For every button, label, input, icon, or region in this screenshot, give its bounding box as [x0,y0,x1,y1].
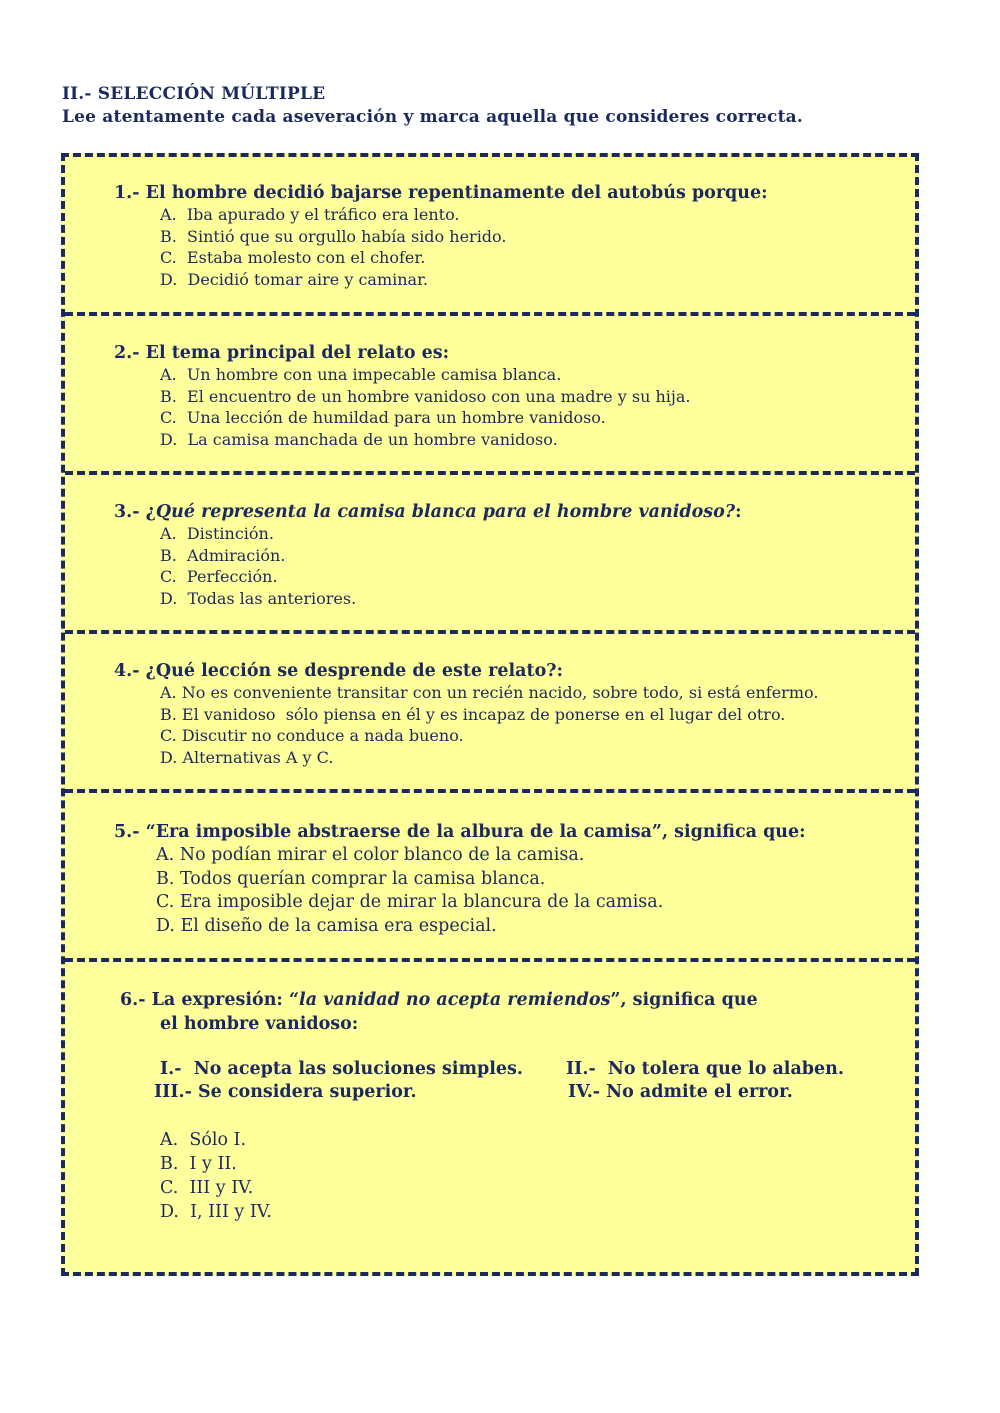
question-6-option-b[interactable]: B. I y II. [160,1154,237,1174]
question-6-option-a[interactable]: A. Sólo I. [160,1130,247,1150]
question-5-title: 5.- “Era imposible abstraerse de la albura de la camisa”, significa que: [114,822,806,842]
question-3-option-d[interactable]: D. Todas las anteriores. [160,588,357,608]
question-3-option-a[interactable]: A. Distinción. [160,524,274,543]
question-3-title-prefix: 3.- ¿ [114,502,156,522]
question-2-option-d[interactable]: D. La camisa manchada de un hombre vanidoso. [160,429,558,449]
question-4 [114,660,818,768]
question-5-option-a[interactable]: A. No podían mirar el color blanco de la camisa. [156,845,585,865]
question-2-option-b[interactable]: B. El encuentro de un hombre vanidoso con una madre y su hija. [160,386,691,406]
question-4-option-b[interactable]: B. El vanidoso sólo piensa en él y es incapaz de ponerse en el lugar del otro. [160,704,786,724]
question-2 [114,342,690,450]
question-5-option-d[interactable]: D. El diseño de la camisa era especial. [156,915,497,936]
question-2-option-a[interactable]: A. Un hombre con una impecable camisa blanca. [160,365,562,384]
statement-1: I.- No acepta las soluciones simples. [160,1059,523,1079]
question-2-option-c[interactable]: C. Una lección de humildad para un hombre vanidoso. [160,408,606,427]
question-6 [120,989,844,1224]
section-title: II.- SELECCIÓN MÚLTIPLE [62,84,326,104]
question-4-title: 4.- ¿Qué lección se desprende de este relato?: [114,661,563,681]
section-header [62,83,803,129]
separator-4 [65,789,915,793]
separator-5 [65,958,915,962]
question-6-statements [120,1058,844,1106]
question-3-title [114,501,742,523]
question-3 [114,501,742,609]
question-4-option-c[interactable]: C. Discutir no conduce a nada bueno. [160,726,464,745]
question-5 [114,821,806,938]
question-2-title: 2.- El tema principal del relato es: [114,343,450,363]
statement-2: II.- No tolera que lo alaben. [566,1059,844,1079]
question-1-option-a[interactable]: A. Iba apurado y el tráfico era lento. [160,205,460,224]
question-1-option-b[interactable]: B. Sintió que su orgullo había sido herido. [160,226,507,246]
question-6-title-prefix: 6.- La expresión: “ [120,990,300,1010]
question-4-option-d[interactable]: D. Alternativas A y C. [160,747,334,767]
separator-2 [65,471,915,475]
question-1-option-d[interactable]: D. Decidió tomar aire y caminar. [160,269,429,289]
question-3-title-suffix: : [735,502,742,522]
question-6-option-c[interactable]: C. III y IV. [160,1178,254,1198]
question-3-title-italic: Qué representa la camisa blanca para el hombre vanidoso? [155,502,736,522]
statement-3: III.- Se considera superior. [154,1082,417,1102]
question-3-option-c[interactable]: C. Perfección. [160,567,278,586]
question-4-option-a[interactable]: A. No es conveniente transitar con un recién nacido, sobre todo, si está enfermo. [160,683,819,702]
question-1-option-c[interactable]: C. Estaba molesto con el chofer. [160,248,426,267]
separator-3 [65,630,915,634]
question-5-option-c[interactable]: C. Era imposible dejar de mirar la blancura de la camisa. [156,892,664,912]
question-6-title [120,989,758,1011]
statement-4: IV.- No admite el error. [568,1082,793,1102]
separator-1 [65,312,915,316]
question-5-option-b[interactable]: B. Todos querían comprar la camisa blanca. [156,868,546,889]
questions-panel [61,153,919,1276]
question-6-title-italic: la vanidad no acepta remiendos [299,990,611,1010]
question-1-title: 1.- El hombre decidió bajarse repentinamente del autobús porque: [114,183,768,203]
question-3-option-b[interactable]: B. Admiración. [160,545,286,565]
instruction-text: Lee atentamente cada aseveración y marca aquella que consideres correcta. [62,107,803,127]
question-6-title-line2: el hombre vanidoso: [160,1014,359,1034]
question-1 [114,182,768,290]
question-6-option-d[interactable]: D. I, III y IV. [160,1202,272,1222]
question-6-title-suffix: ”, significa que [610,990,758,1010]
